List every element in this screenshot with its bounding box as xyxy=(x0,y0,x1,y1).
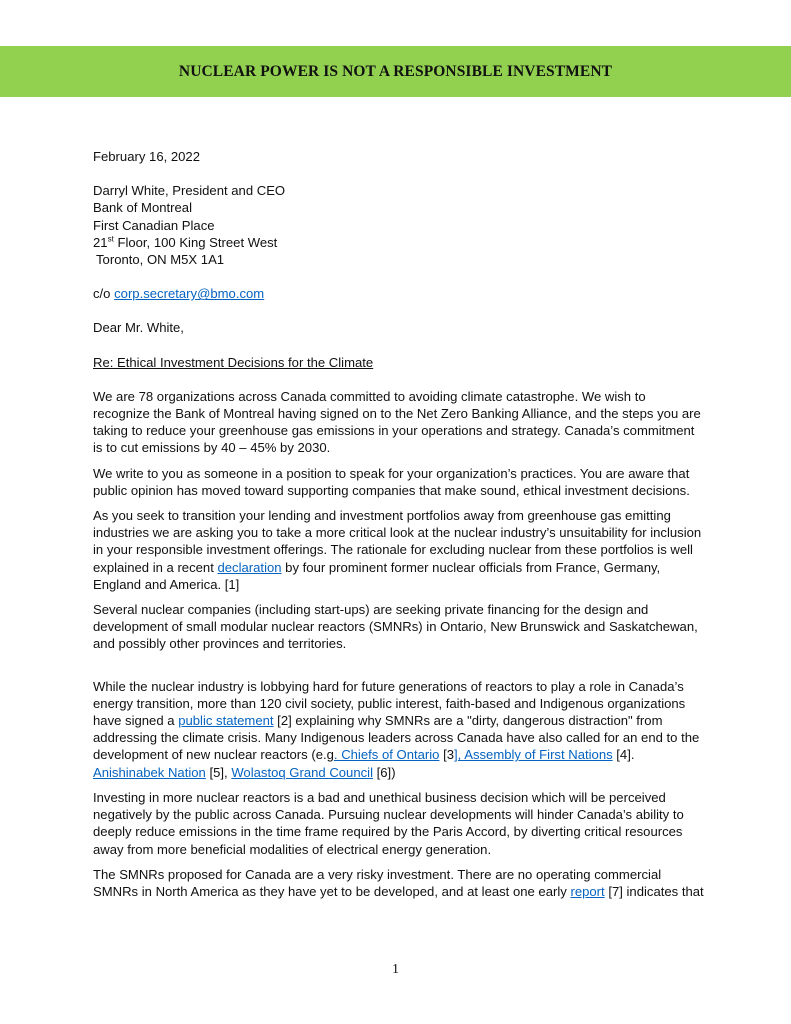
paragraph-5-text: [2] explaining why SMNRs are a "dirty, dangerous distraction" from addressing the climate crisis. Many Indigenous leaders across Canada have also called for an end to the development of new nuclear reactors (e.g xyxy=(93,713,700,763)
paragraph-6: Investing in more nuclear reactors is a bad and unethical business decision which will be perceived negatively by the public across Canada. Pursuing nuclear developments will hinder Canada’s ability to deeply reduce emissions in the time frame required by the Paris Accord, by diverting critical resources away from more beneficial modalities of electrical energy generation. xyxy=(93,789,684,857)
recipient-address xyxy=(93,182,705,268)
recipient-city: Toronto, ON M5X 1A1 xyxy=(96,252,225,268)
paragraph-5-text: While the nuclear industry is lobbying hard for future generations of reactors to play a role in Canada’s energy transition, more than 120 civil society, public interest, faith-based and Indigenous organizations have signed a xyxy=(93,678,686,729)
wolastoq-grand-council-link[interactable]: Wolastoq Grand Council xyxy=(231,764,373,780)
declaration-link[interactable]: declaration xyxy=(217,559,282,575)
paragraph-3-text: As you seek to transition your lending and investment portfolios away from greenhouse gas emitting industries we are asking you to take a more critical look at the nuclear industry’s unsuitability for inclusion in your responsible investment offerings. The rationale for excluding nuclear from these portfolios is well explained in a recent xyxy=(93,508,702,575)
banner-title: NUCLEAR POWER IS NOT A RESPONSIBLE INVESTMENT xyxy=(178,62,613,80)
paragraph-5-text: [6]) xyxy=(373,764,396,780)
subject-line: Re: Ethical Investment Decisions for the Climate xyxy=(93,354,374,370)
assembly-of-first-nations-link[interactable]: ], Assembly of First Nations xyxy=(454,747,613,763)
paragraph-3-text-end: by four prominent former nuclear officials from France, Germany, England and America. [1] xyxy=(93,559,661,592)
paragraph-5 xyxy=(93,678,705,781)
floor-ordinal: st xyxy=(107,234,114,244)
floor-number: 21 xyxy=(93,234,108,250)
report-link[interactable]: report xyxy=(570,883,605,899)
paragraph-5-text: [5], xyxy=(205,764,232,780)
paragraph-7-text-end: [7] indicates that xyxy=(604,883,704,899)
street-address: Floor, 100 King Street West xyxy=(113,234,278,250)
paragraph-5-text: [4]. xyxy=(612,747,635,763)
salutation: Dear Mr. White, xyxy=(93,320,184,336)
care-of-line xyxy=(93,285,705,302)
paragraph-2: We write to you as someone in a position to speak for your organization’s practices. You are aware that public opinion has moved toward supporting companies that make sound, ethical investment decisions. xyxy=(93,465,690,498)
paragraph-4: Several nuclear companies (including start-ups) are seeking private financing for the design and development of small modular nuclear reactors (SMNRs) in Ontario, New Brunswick and Saskatchewan, and possibly other provinces and territories. xyxy=(93,602,698,652)
chiefs-of-ontario-link[interactable]: . Chiefs of Ontario xyxy=(333,747,440,763)
paragraph-5-text: [3 xyxy=(439,747,455,763)
recipient-street xyxy=(93,234,705,251)
care-of-prefix: c/o xyxy=(93,286,115,302)
paragraph-3 xyxy=(93,507,705,593)
title-banner xyxy=(0,46,791,97)
letter-body xyxy=(93,148,705,900)
anishinabek-nation-link[interactable]: Anishinabek Nation xyxy=(93,764,206,780)
recipient-organization: Bank of Montreal xyxy=(93,200,192,216)
recipient-name: Darryl White, President and CEO xyxy=(93,183,286,199)
public-statement-link[interactable]: public statement xyxy=(178,713,274,729)
paragraph-7-text: The SMNRs proposed for Canada are a very risky investment. There are no operating commercial SMNRs in North America as they have yet to be developed, and at least one early xyxy=(93,866,662,899)
letter-date: February 16, 2022 xyxy=(93,149,201,164)
page-number: 1 xyxy=(392,962,399,977)
paragraph-7 xyxy=(93,866,705,900)
paragraph-1: We are 78 organizations across Canada committed to avoiding climate catastrophe. We wish to recognize the Bank of Montreal having signed on to the Net Zero Banking Alliance, and the steps you are taking to reduce your greenhouse gas emissions in your operations and strategy. Canada’s commitment is to cut emissions by 40 – 45% by 2030. xyxy=(93,388,701,456)
recipient-building: First Canadian Place xyxy=(93,217,215,233)
email-link[interactable]: corp.secretary@bmo.com xyxy=(114,286,265,302)
